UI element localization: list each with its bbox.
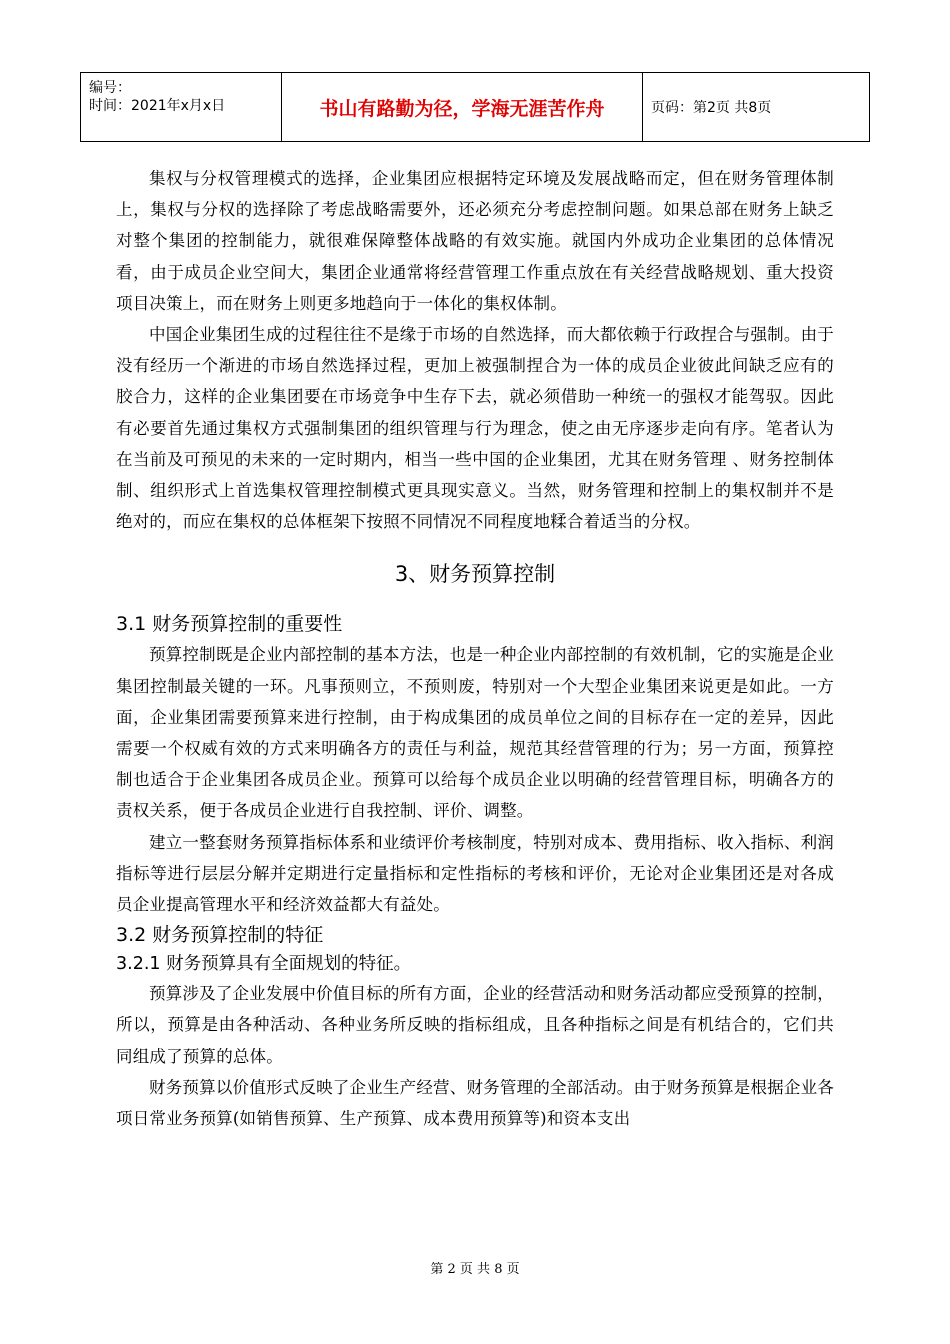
paragraph: 集权与分权管理模式的选择，企业集团应根据特定环境及发展战略而定，但在财务管理体制上，集权与分权的选择除了考虑战略需要外，还必须充分考虑控制问题。如果总部在财务上缺乏对整个集团的控制能力，就很难保障整体战略的有效实施。就国内外成功企业集团的总体情况看，由于成员企业空间大，集团企业通常将经营管理工作重点放在有关经营战略规划、重大投资项目决策上，而在财务上则更多地趋向于一体化的集权体制。 <box>116 169 834 313</box>
subsection-title: 3.2 财务预算控制的特征 <box>116 924 324 947</box>
subsubsection-title: 3.2.1 财务预算具有全面规划的特征。 <box>116 954 412 975</box>
header-page-info: 页码：第2页 共8页 <box>643 73 870 142</box>
header-meta <box>81 73 282 142</box>
paragraph: 预算控制既是企业内部控制的基本方法，也是一种企业内部控制的有效机制，它的实施是企业集团控制最关键的一环。凡事预则立，不预则废，特别对一个大型企业集团来说更是如此。一方面，企业集团需要预算来进行控制，由于构成集团的成员单位之间的目标存在一定的差异，因此需要一个权威有效的方式来明确各方的责任与利益，规范其经营管理的行为；另一方面，预算控制也适合于企业集团各成员企业。预算可以给每个成员企业以明确的经营管理目标，明确各方的责权关系，便于各成员企业进行自我控制、评价、调整。 <box>116 645 834 821</box>
time-label: 时间：2021年x月x日 <box>89 98 226 114</box>
paragraph: 财务预算以价值形式反映了企业生产经营、财务管理的全部活动。由于财务预算是根据企业各项日常业务预算(如销售预算、生产预算、成本费用预算等)和资本支出 <box>116 1077 834 1129</box>
document-body <box>116 163 834 1134</box>
document-header <box>80 72 870 142</box>
subsection-title: 3.1 财务预算控制的重要性 <box>116 613 343 636</box>
paragraph: 中国企业集团生成的过程往往不是缘于市场的自然选择，而大都依赖于行政捏合与强制。由于没有经历一个渐进的市场自然选择过程，更加上被强制捏合为一体的成员企业彼此间缺乏应有的胶合力，这样的企业集团要在市场竞争中生存下去，就必须借助一种统一的强权才能驾驭。因此有必要首先通过集权方式强制集团的组织管理与行为理念，使之由无序逐步走向有序。笔者认为在当前及可预见的未来的一定时期内，相当一些中国的企业集团，尤其在财务管理 、财务控制体制、组织形式上首选集权管理控制模式更具现实意义。当然，财务管理和控制上的集权制并不是绝对的，而应在集权的总体框架下按照不同情况不同程度地糅合着适当的分权。 <box>116 325 834 532</box>
paragraph: 建立一整套财务预算指标体系和业绩评价考核制度，特别对成本、费用指标、收入指标、利润指标等进行层层分解并定期进行定量指标和定性指标的考核和评价，无论对企业集团还是对各成员企业提高管理水平和经济效益都大有益处。 <box>116 832 834 915</box>
paragraph: 预算涉及了企业发展中价值目标的所有方面，企业的经营活动和财务活动都应受预算的控制，所以，预算是由各种活动、各种业务所反映的指标组成，且各种指标之间是有机结合的，它们共同组成了预算的总体。 <box>116 984 834 1066</box>
header-motto: 书山有路勤为径，学海无涯苦作舟 <box>282 73 643 142</box>
number-label: 编号： <box>89 80 131 96</box>
page-footer: 第 2 页 共 8 页 <box>430 1262 520 1277</box>
section-title: 3、财务预算控制 <box>394 562 556 587</box>
